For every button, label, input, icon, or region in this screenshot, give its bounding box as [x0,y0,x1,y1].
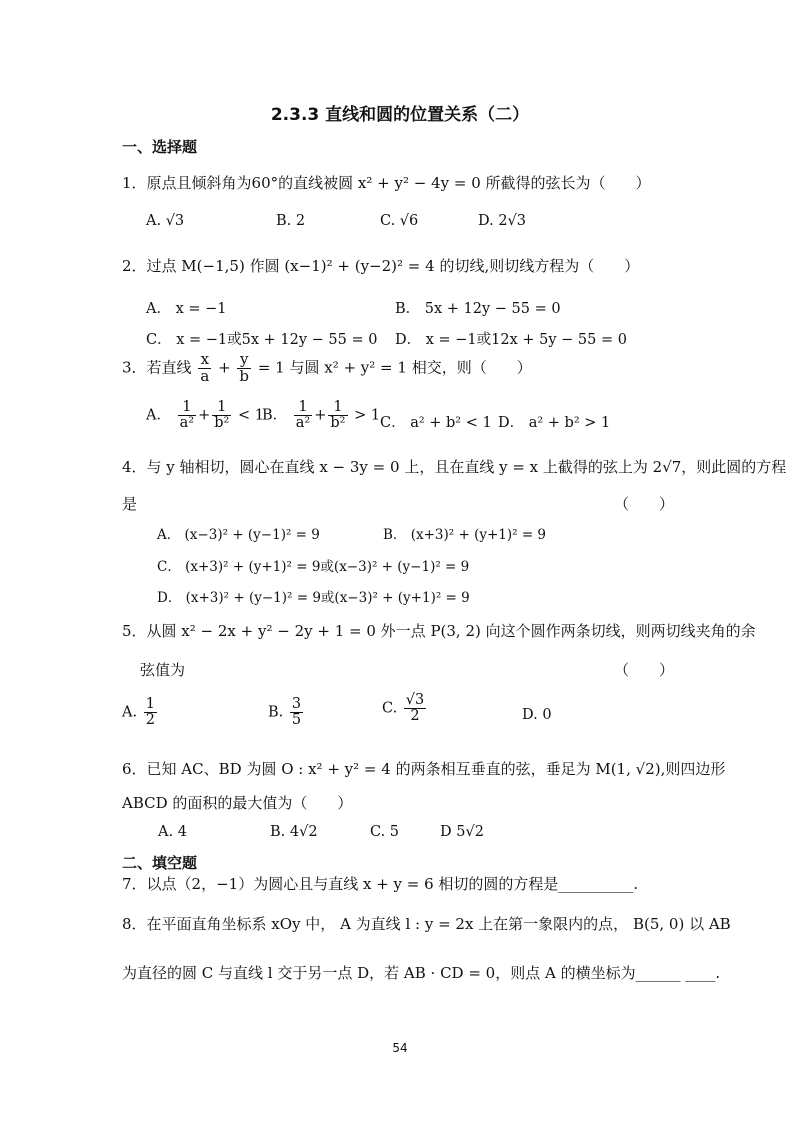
q3-prefix: 3．若直线 [122,358,192,377]
q3-fraction-y-over-b [237,352,251,385]
question-6-line-1: 6．已知 AC、BD 为圆 O : x² + y² = 4 的两条相互垂直的弦，垂足为 M(1, √2),则四边形 [122,760,726,778]
q3-frac1-den: a [200,366,210,385]
q1-option-b: B. 2 [276,213,306,229]
q3-suffix: = 1 与圆 x² + y² = 1 相交，则（ ） [257,358,532,377]
q3-option-b-frac2-num: 1 [328,400,347,416]
question-2: 2．过点 M(−1,5) 作圆 (x−1)² + (y−2)² = 4 的切线,则切线方程为（ ） [122,257,640,275]
question-5-answer-paren: （ ） [614,661,675,679]
q5-option-b-num: 3 [291,696,302,712]
question-3 [122,352,532,385]
q3-option-a-frac1 [178,400,196,431]
q3-option-b-frac1-num: 1 [294,400,312,416]
question-1: 1．原点且倾斜角为60°的直线被圆 x² + y² − 4y = 0 所截得的弦长为（ ） [122,174,651,192]
q3-option-c: C． a² + b² < 1 [380,415,492,431]
question-4-answer-paren: （ ） [614,495,675,513]
q1-option-a: A. √3 [146,213,185,229]
q3-option-b-label: B． [262,407,288,424]
q3-option-b-rel: > 1 [354,407,381,424]
q4-option-d: D． (x+3)² + (y−1)² = 9或(x−3)² + (y+1)² = 9 [157,590,470,606]
q1-option-d: D. 2√3 [478,213,527,229]
q6-option-a: A. 4 [158,824,187,840]
q3-option-b: B． $\frac{1}{\text{a²}}$ + $\frac{1}{\text{b²}}$ > 1 [262,399,381,432]
q3-option-a-frac2 [212,400,231,431]
q5-option-b-label: B. [268,704,284,721]
q2-option-d: D． x = −1或12x + 5y − 55 = 0 [395,332,627,348]
q5-option-a-frac [144,697,157,728]
q3-option-a-rel: < 1 [237,407,264,424]
q5-option-b-frac [290,697,303,728]
q6-option-c: C. 5 [370,824,400,840]
q5-option-a [122,697,159,728]
q3-frac2-den: b [239,366,250,385]
q3-plus: + [218,358,231,377]
question-5-line-1: 5．从圆 x² − 2x + y² − 2y + 1 = 0 外一点 P(3, 2) 向这个圆作两条切线，则两切线夹角的余 [122,622,756,640]
q5-option-a-num: 1 [145,696,155,712]
q3-option-b-frac1 [294,400,312,431]
q5-option-c-num: √3 [405,692,425,708]
q3-frac2-num: y [237,352,251,369]
q3-option-b-frac2-den: b² [330,415,346,432]
q3-option-d: D． a² + b² > 1 [498,415,611,431]
q3-option-b-frac2 [328,400,347,431]
q5-option-a-label: A. [122,704,138,721]
q3-option-a-frac1-den: a² [179,415,195,432]
question-8-line-1: 8．在平面直角坐标系 xOy 中， A 为直线 l : y = 2x 上在第一象限内的点， B(5, 0) 以 AB [122,915,731,933]
question-7: 7．以点（2，−1）为圆心且与直线 x + y = 6 相切的圆的方程是__________. [122,875,639,893]
q3-option-a-frac2-num: 1 [212,400,231,416]
question-8-line-2: 为直径的圆 C 与直线 l 交于另一点 D，若 AB · CD = 0，则点 A 的横坐标为______ ____. [122,964,721,982]
question-6-line-2: ABCD 的面积的最大值为（ ） [122,794,353,812]
q5-option-c-label: C. [382,700,398,717]
q6-option-b: B. 4√2 [270,824,318,840]
q3-option-a: A． $\frac{1}{\text{a²}}$ + $\frac{1}{\text{b²}}$ < 1 [146,399,264,432]
q5-option-b-den: 5 [291,712,302,729]
q4-option-b: B． (x+3)² + (y+1)² = 9 [383,527,547,543]
q3-fraction-x-over-a [198,352,211,385]
q2-option-c: C． x = −1或5x + 12y − 55 = 0 [146,332,378,348]
q5-option-c-den: 2 [410,708,420,725]
q5-option-a-den: 2 [145,712,155,729]
q6-option-d: D 5√2 [440,824,484,840]
q1-option-c: C. √6 [380,213,419,229]
question-4-line-2: 是 [122,495,138,513]
q3-frac1-num: x [198,352,211,369]
q5-option-c-frac [404,693,426,724]
q4-option-a: A． (x−3)² + (y−1)² = 9 [157,527,320,543]
q3-option-b-frac1-den: a² [295,415,311,432]
question-4-line-1: 4．与 y 轴相切，圆心在直线 x − 3y = 0 上，且在直线 y = x 上截得的弦上为 2√7，则此圆的方程 [122,458,787,476]
q3-option-a-frac1-num: 1 [178,400,196,416]
q3-option-a-frac2-den: b² [214,415,230,432]
page-title: 2.3.3 直线和圆的位置关系（二） [270,105,530,125]
question-5-line-2: 弦值为 [140,661,186,679]
q3-option-a-label: A． [146,407,171,424]
section-heading-choice: 一、选择题 [122,138,198,156]
q5-option-b [268,697,305,728]
q5-option-d: D. 0 [522,707,552,723]
q4-option-c: C． (x+3)² + (y+1)² = 9或(x−3)² + (y−1)² = 9 [157,559,470,575]
q5-option-c [382,693,428,724]
section-heading-fill: 二、填空题 [122,854,198,872]
q2-option-b: B． 5x + 12y − 55 = 0 [395,301,561,317]
q2-option-a: A． x = −1 [146,301,227,317]
page-number: 54 [392,1041,408,1055]
